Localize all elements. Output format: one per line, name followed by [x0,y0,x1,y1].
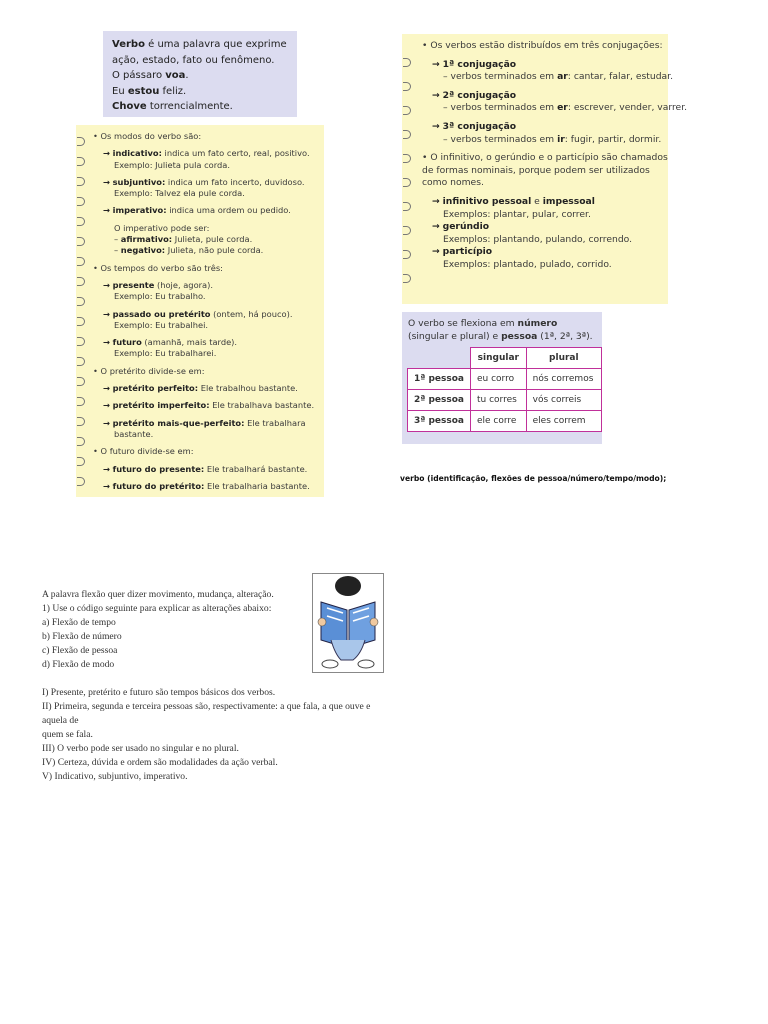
singular-cell: tu corres [471,390,527,411]
tense-example: Exemplo: Eu trabalharei. [114,348,217,359]
preterite-example: Ele trabalhara [244,417,306,428]
exercise-item-cont: quem se fala. [42,729,93,740]
definition-text-2: ação, estado, fato ou fenômeno. [112,54,275,66]
conjugation-ending: ar [557,71,568,83]
modes-title: • Os modos do verbo são: [93,131,202,141]
conjugations-card [402,34,688,304]
arrow-icon: → [103,400,110,411]
tense-desc: (hoje, agora). [154,279,214,290]
mode-desc: indica um fato certo, real, positivo. [161,148,310,159]
code-option: a) Flexão de tempo [42,617,116,628]
arrow-icon: → [103,205,110,216]
arrow-icon: → [103,383,110,394]
nominal-forms-text: como nomes. [422,177,484,189]
mode-example: Exemplo: Julieta pula corda. [114,159,231,170]
inflection-card [402,312,602,444]
header-plural: plural [526,348,601,369]
imperative-example: Julieta, pule corda. [172,234,253,245]
example-3-verb: Chove [112,101,147,112]
example-3-rest: torrencialmente. [146,101,233,112]
future-example: Ele trabalhará bastante. [204,463,308,474]
conjugation-label: 3ª conjugação [442,120,517,132]
tense-example: Exemplo: Eu trabalhei. [114,319,209,330]
header-singular: singular [471,348,527,369]
arrow-icon: → [432,58,440,70]
imperative-example: Julieta, não pule corda. [165,245,264,256]
imperative-note: O imperativo pode ser: [114,222,210,233]
example-2-post: feliz. [159,85,187,97]
arrow-icon: → [103,279,110,290]
mode-desc: indica um fato incerto, duvidoso. [165,176,305,187]
preterite-example-cont: bastante. [114,428,154,439]
mode-label: indicativo: [112,148,162,159]
tense-label: futuro [112,337,142,348]
conjugation-label: 1ª conjugação [442,58,517,70]
mode-label: subjuntivo: [112,176,166,187]
example-2-verb: estou [127,85,160,97]
nominal-form-label: infinitivo pessoal [442,195,532,207]
person-cell: 1ª pessoa [408,369,471,390]
example-1-pre: O pássaro [112,70,166,81]
future-label: futuro do presente: [112,463,205,474]
person-cell: 2ª pessoa [408,390,471,411]
nominal-form-label: impessoal [542,195,595,207]
inflection-table [407,347,602,432]
person-cell: 3ª pessoa [408,411,471,432]
spiral-binding-icon [402,34,412,304]
arrow-icon: → [432,221,440,233]
future-example: Ele trabalharia bastante. [204,480,310,491]
arrow-icon: → [103,148,110,159]
preterite-label: pretérito perfeito: [112,383,199,394]
nominal-forms-text: de formas nominais, porque podem ser utilizados [422,164,650,176]
intro-bold: número [517,318,558,329]
mode-desc: indica uma ordem ou pedido. [166,205,291,216]
exercise-item: III) O verbo pode ser usado no singular e no plural. [42,743,239,754]
nominal-form-example: Exemplos: plantando, pulando, correndo. [443,233,633,245]
intro-text: O verbo se flexiona em [408,318,518,329]
code-option: d) Flexão de modo [42,659,115,670]
conjugation-examples: : fugir, partir, dormir. [564,133,662,145]
conjugation-desc: – verbos terminados em [443,133,558,145]
plural-cell: eles correm [526,411,601,432]
arrow-icon: → [432,89,440,101]
exercise-intro: A palavra flexão quer dizer movimento, mudança, alteração. [42,589,274,600]
tense-example: Exemplo: Eu trabalho. [114,291,206,302]
singular-cell: eu corro [471,369,527,390]
conjugation-examples: : escrever, vender, varrer. [567,102,688,114]
nominal-forms-text: • O infinitivo, o gerúndio e o particípio são chamados [422,152,668,164]
mode-label: imperativo: [112,205,167,216]
tense-desc: (ontem, há pouco). [210,308,293,319]
arrow-icon: → [103,176,110,187]
conjugation-ending: er [557,102,568,114]
arrow-icon: → [432,120,440,132]
table-header-row [408,348,602,369]
exercise-block [42,588,387,784]
tense-label: passado ou pretérito [112,308,211,319]
definition-text: é uma palavra que exprime [144,39,287,50]
inflection-intro-2 [408,331,593,342]
verb-modes-card: • Os modos do verbo são: → indicativo: indica um fato certo, real, positivo. Exemplo: Julieta pula corda. → subjuntivo: indica um fato incerto, duvidoso. Exemplo: Talvez ela pule corda. → imperativo: indica uma ordem ou pedido. O imperativo pode ser: – afirmativo: Julieta, pule corda. – negativo: Julieta, não pule corda. • Os tempos do verbo são três: → presente (hoje, agora). Exemplo: Eu trabalho. → passado ou pretérito (ontem, há pouco). Exemplo: Eu trabalhei. → futuro (amanhã, mais tarde). Exemplo: Eu trabalharei. • O pretérito divide-se em: → pretérito perfeito: Ele trabalhou bastante. → pretérito imperfeito: Ele trabalhava bastante. → pretérito mais-que-perfeito: Ele trabalhara bastante. • O futuro divide-se em: → futuro do presente: Ele trabalhará bastante. → futuro do pretérito: Ele trabalharia bastante. [76,125,324,497]
definition-term: Verbo [112,39,145,50]
intro-text: (singular e plural) e [408,331,502,342]
conjugation-ending: ir [557,133,565,145]
nominal-form-label: particípio [442,246,493,258]
example-2-pre: Eu [112,85,128,97]
exercise-item: I) Presente, pretérito e futuro são tempos básicos dos verbos. [42,687,276,698]
nominal-form-example: Exemplos: plantado, pulado, corrido. [443,258,612,270]
table-row [408,390,602,411]
exercise-question: 1) Use o código seguinte para explicar as alterações abaixo: [42,603,272,614]
preterite-example: Ele trabalhou bastante. [198,383,298,394]
arrow-icon: → [103,337,110,348]
verb-definition-card [103,31,297,117]
nominal-form-example: Exemplos: plantar, pular, correr. [443,208,591,220]
tense-label: presente [112,279,155,290]
intro-bold: pessoa [501,331,538,342]
imperative-type: negativo: [120,245,166,256]
inflection-intro-1 [408,318,557,329]
preterite-label: pretérito mais-que-perfeito: [112,417,245,428]
code-option: c) Flexão de pessoa [42,645,118,656]
nominal-form-connector: e [531,195,543,207]
conjugation-desc: – verbos terminados em [443,102,558,114]
exercise-item: V) Indicativo, subjuntivo, imperativo. [42,771,188,782]
plural-cell: nós corremos [526,369,601,390]
arrow-icon: → [103,463,110,474]
exercise-item: IV) Certeza, dúvida e ordem são modalidades da ação verbal. [42,757,278,768]
exercise-item: II) Primeira, segunda e terceira pessoas são, respectivamente: a que fala, a que ouve e aquela de [42,701,371,726]
future-title: • O futuro divide-se em: [93,446,194,457]
preterite-example: Ele trabalhava bastante. [209,400,315,411]
arrow-icon: → [432,246,440,258]
preterite-label: pretérito imperfeito: [112,400,210,411]
mode-example: Exemplo: Talvez ela pule corda. [114,188,245,199]
topic-caption: verbo (identificação, flexões de pessoa/número/tempo/modo); [400,474,667,483]
conjugations-title: • Os verbos estão distribuídos em três conjugações: [422,40,663,51]
table-row [408,369,602,390]
spiral-binding-icon [76,125,86,497]
future-label: futuro do pretérito: [112,480,205,491]
conjugation-examples: : cantar, falar, estudar. [567,71,674,83]
tense-desc: (amanhã, mais tarde). [141,337,238,348]
plural-cell: vós correis [526,390,601,411]
tenses-title: • Os tempos do verbo são três: [93,262,223,273]
arrow-icon: → [103,308,110,319]
arrow-icon: → [103,480,110,491]
arrow-icon: → [432,195,440,207]
intro-text: (1ª, 2ª, 3ª). [537,331,593,342]
singular-cell: ele corre [471,411,527,432]
arrow-icon: → [103,417,110,428]
conjugation-label: 2ª conjugação [442,89,517,101]
code-option: b) Flexão de número [42,631,122,642]
preterite-title: • O pretérito divide-se em: [93,365,205,376]
nominal-form-label: gerúndio [442,221,490,233]
example-1-post: . [185,70,189,81]
table-row [408,411,602,432]
empty-cell [408,348,471,369]
imperative-type: afirmativo: [120,234,173,245]
example-1-verb: voa [165,70,186,81]
conjugation-desc: – verbos terminados em [443,71,558,83]
